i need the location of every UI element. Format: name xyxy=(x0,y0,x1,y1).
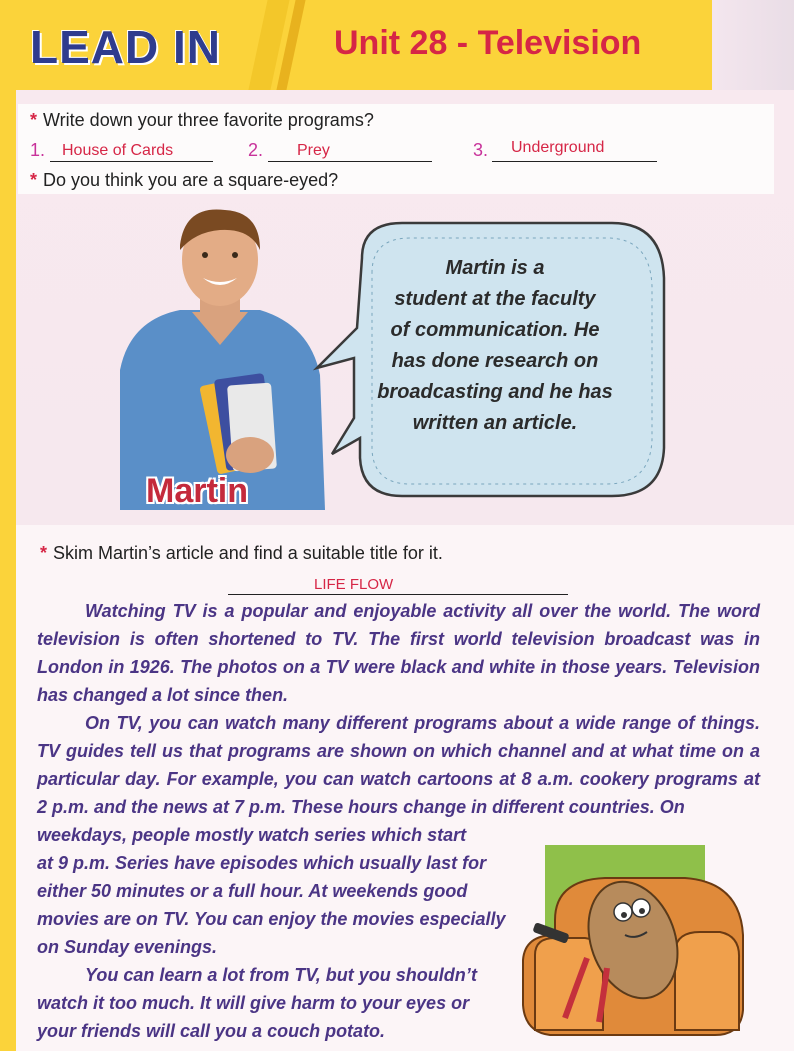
article-line: weekdays, people mostly watch series which start xyxy=(37,825,467,845)
favorite-number-2: 2. xyxy=(248,140,264,160)
speech-line: broadcasting and he has xyxy=(377,381,613,403)
speech-line: written an article. xyxy=(412,412,578,434)
couch-potato-illustration xyxy=(515,840,755,1040)
article-line: either 50 minutes or a full hour. At weekends good xyxy=(37,881,468,901)
favorite-answer-line-2[interactable] xyxy=(268,139,432,162)
title-answer-line[interactable] xyxy=(228,574,568,595)
favorite-number-1: 1. xyxy=(30,140,46,160)
star-bullet: * xyxy=(30,110,38,130)
article-paragraph-3 xyxy=(37,821,507,961)
favorite-answer-3: Underground xyxy=(511,139,605,156)
star-bullet: * xyxy=(40,543,48,563)
question-text: Skim Martin’s article and find a suitable title for it. xyxy=(53,543,443,563)
speech-line: student at the faculty xyxy=(394,288,596,310)
article-line: on Sunday evenings. xyxy=(37,937,218,957)
lead-in-heading: LEAD IN xyxy=(30,21,221,73)
speech-line: has done research on xyxy=(391,350,599,372)
article-line: watch it too much. It will give harm to your eyes or xyxy=(37,993,470,1013)
favorite-number-3: 3. xyxy=(473,140,489,160)
martin-name-label: Martin xyxy=(146,472,248,510)
speech-bubble-text xyxy=(360,253,630,439)
banner-right-decoration xyxy=(712,0,794,90)
article-line: movies are on TV. You can enjoy the movies especially xyxy=(37,909,506,929)
favorite-answer-2: Prey xyxy=(297,142,330,159)
article-line: your friends will call you a couch potato. xyxy=(37,1021,386,1041)
unit-title: Unit 28 - Television xyxy=(334,23,642,62)
question-text: Do you think you are a square-eyed? xyxy=(43,170,339,190)
article-line: You can learn a lot from TV, but you shouldn’t xyxy=(85,965,478,985)
speech-line: of communication. He xyxy=(390,319,600,341)
article-paragraph-1: Watching TV is a popular and enjoyable activity all over the world. The word television is often shortened to TV. The first world television broadcast was in London in 1926. The photos on a TV were black and white in those years. Television has changed a lot since then. xyxy=(37,601,760,705)
unit-title-box xyxy=(312,0,712,86)
question-text: Write down your three favorite programs? xyxy=(43,110,374,130)
question-favorites xyxy=(30,110,374,131)
question-square-eyed xyxy=(30,170,338,191)
star-bullet: * xyxy=(30,170,38,190)
article-line: at 9 p.m. Series have episodes which usually last for xyxy=(37,853,487,873)
speech-line: Martin is a xyxy=(445,257,545,279)
favorite-answer-1: House of Cards xyxy=(62,142,174,159)
question-skim xyxy=(40,543,443,564)
article-paragraph-4 xyxy=(37,961,507,1045)
article-paragraph-2: On TV, you can watch many different programs about a wide range of things. TV guides tell us that programs are shown on which channel and at what time on a particular day. For example, you can watch cartoons at 8 a.m. cookery programs at 2 p.m. and the news at 7 p.m. These hours change in different countries. On xyxy=(37,713,760,817)
title-answer: LIFE FLOW xyxy=(314,576,394,593)
